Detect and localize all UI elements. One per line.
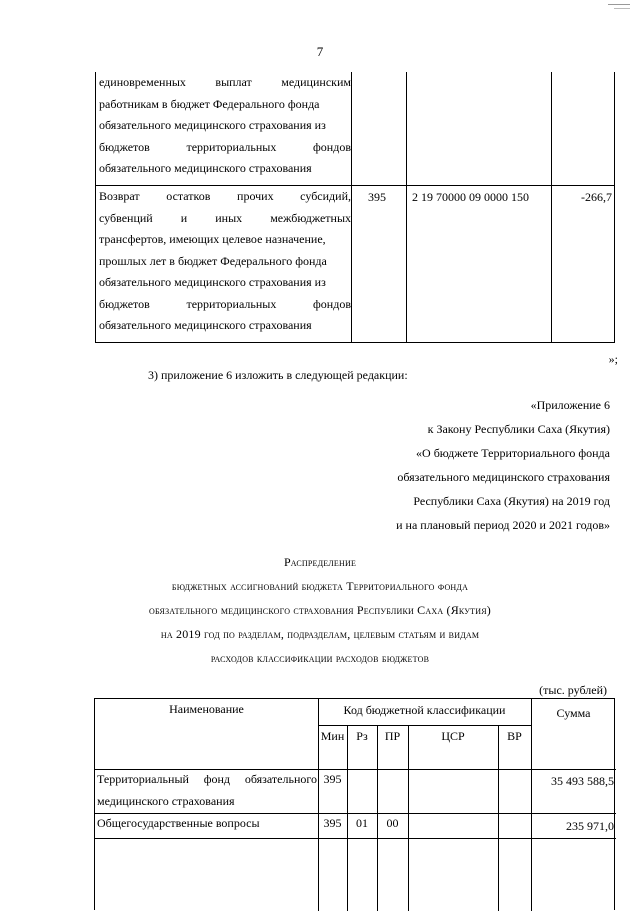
top-table-sum: -266,7 bbox=[581, 190, 612, 204]
top-table-col-divider-1 bbox=[351, 72, 352, 342]
header-code-group: Код бюджетной классификации bbox=[343, 703, 506, 717]
corner-mark-2 bbox=[614, 8, 630, 9]
row-divider bbox=[95, 813, 616, 814]
header-vr: ВР bbox=[507, 729, 522, 743]
row2-min: 395 bbox=[323, 816, 342, 830]
header-pr: ПР bbox=[384, 729, 401, 743]
header-name: Наименование bbox=[169, 702, 244, 716]
col-divider-vr bbox=[531, 699, 532, 911]
corner-mark bbox=[608, 4, 630, 5]
title-line: Распределение bbox=[283, 555, 357, 569]
annex-line: «Приложение 6 bbox=[530, 398, 610, 412]
item-3-text: 3) приложение 6 изложить в следующей редакции: bbox=[148, 368, 408, 382]
text-line: трансфертов, имеющих целевое назначение, bbox=[99, 232, 326, 246]
text-line: субвенций и иных межбюджетных bbox=[99, 210, 351, 225]
page-number: 7 bbox=[316, 44, 324, 59]
closing-quote: »; bbox=[608, 352, 618, 366]
text-line: единовременных выплат медицинским bbox=[99, 75, 351, 89]
top-table-col-divider-2 bbox=[406, 72, 407, 342]
row2-sum: 235 971,0 bbox=[566, 819, 614, 833]
row1-min: 395 bbox=[323, 772, 342, 786]
text-line: работникам в бюджет Федерального фонда bbox=[99, 96, 320, 111]
col-divider-pr bbox=[408, 725, 409, 911]
row-divider bbox=[95, 838, 616, 839]
title-line: на 2019 год по разделам, подразделам, целевым статьям и видам bbox=[160, 627, 480, 641]
text-line: обязательного медицинского страхования из bbox=[99, 118, 326, 132]
annex-line: и на плановый период 2020 и 2021 годов» bbox=[396, 518, 610, 532]
title-line: бюджетных ассигнований бюджета Территориального фонда bbox=[171, 579, 469, 593]
top-table-row1-name bbox=[99, 72, 351, 180]
annex-line: обязательного медицинского страхования bbox=[397, 470, 610, 484]
top-table-row2-name bbox=[99, 186, 351, 337]
top-table bbox=[95, 72, 615, 343]
row1-name-line1: Территориальный фонд обязательного bbox=[97, 772, 317, 786]
text-line: прошлых лет в бюджет Федерального фонда bbox=[99, 253, 327, 268]
bottom-table bbox=[94, 698, 615, 910]
row1-name-line2: медицинского страхования bbox=[97, 794, 235, 808]
row2-name: Общегосударственные вопросы bbox=[97, 816, 260, 830]
text-line: Возврат остатков прочих субсидий, bbox=[99, 189, 351, 203]
header-bottom-line bbox=[95, 769, 616, 770]
units-label: (тыс. рублей) bbox=[539, 683, 607, 697]
annex-line: «О бюджете Территориального фонда bbox=[416, 446, 610, 460]
annex-line: Республики Саха (Якутия) на 2019 год bbox=[413, 494, 610, 508]
header-sum: Сумма bbox=[556, 706, 591, 720]
top-table-admin-code: 395 bbox=[368, 190, 386, 204]
header-csr: ЦСР bbox=[441, 729, 465, 743]
header-rz: Рз bbox=[356, 729, 368, 743]
top-table-budget-code: 2 19 70000 09 0000 150 bbox=[412, 190, 529, 204]
title-line: расходов классификации расходов бюджетов bbox=[210, 651, 430, 665]
text-line: бюджетов территориальных фондов bbox=[99, 296, 351, 311]
annex-line: к Закону Республики Саха (Якутия) bbox=[427, 422, 610, 436]
top-table-col-divider-3 bbox=[551, 72, 552, 342]
text-line: обязательного медицинского страхования bbox=[99, 318, 312, 332]
text-line: обязательного медицинского страхования из bbox=[99, 275, 326, 289]
row1-sum: 35 493 588,5 bbox=[551, 774, 614, 788]
title-line: обязательного медицинского страхования Республики Саха (Якутия) bbox=[149, 603, 491, 617]
row2-pr: 00 bbox=[386, 816, 399, 830]
header-subdivider bbox=[318, 725, 531, 726]
text-line: бюджетов территориальных фондов bbox=[99, 139, 351, 154]
row2-rz: 01 bbox=[356, 816, 368, 830]
col-divider-csr bbox=[498, 725, 499, 911]
text-line: обязательного медицинского страхования bbox=[99, 161, 312, 175]
header-min: Мин bbox=[320, 729, 345, 743]
